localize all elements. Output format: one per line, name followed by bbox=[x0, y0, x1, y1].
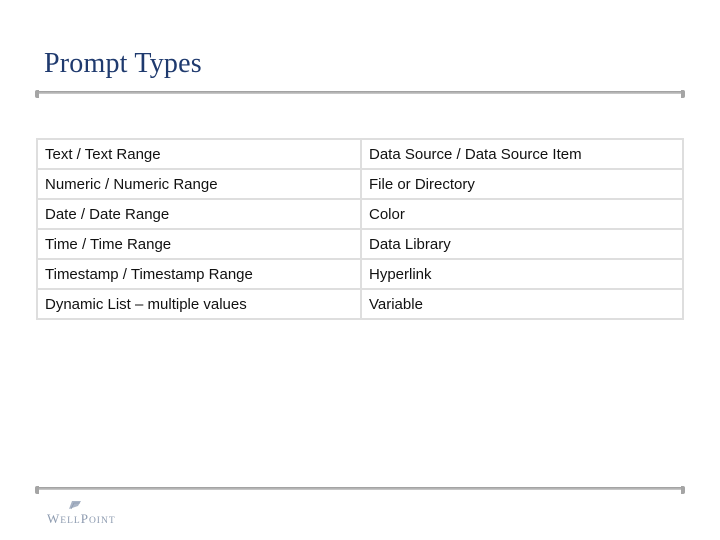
logo-text-p: P bbox=[80, 511, 89, 526]
logo-text-ell: ELL bbox=[60, 516, 81, 526]
table-cell: Timestamp / Timestamp Range bbox=[37, 259, 361, 289]
table-row bbox=[37, 169, 683, 199]
table-cell: Dynamic List – multiple values bbox=[37, 289, 361, 319]
table-cell: File or Directory bbox=[361, 169, 683, 199]
table-row bbox=[37, 139, 683, 169]
table-cell: Numeric / Numeric Range bbox=[37, 169, 361, 199]
table-row bbox=[37, 289, 683, 319]
table-row bbox=[37, 199, 683, 229]
table-cell: Data Library bbox=[361, 229, 683, 259]
title-divider bbox=[35, 90, 685, 95]
table-cell: Variable bbox=[361, 289, 683, 319]
logo-text-w: W bbox=[47, 511, 61, 526]
table-cell: Time / Time Range bbox=[37, 229, 361, 259]
logo-flag-icon bbox=[68, 500, 82, 510]
logo-text-oint: OINT bbox=[88, 516, 116, 526]
table-cell: Color bbox=[361, 199, 683, 229]
table-cell: Text / Text Range bbox=[37, 139, 361, 169]
wellpoint-logo bbox=[47, 511, 116, 527]
table-cell: Data Source / Data Source Item bbox=[361, 139, 683, 169]
slide-title: Prompt Types bbox=[44, 48, 202, 79]
table-cell: Date / Date Range bbox=[37, 199, 361, 229]
table-row bbox=[37, 259, 683, 289]
prompt-types-table bbox=[36, 138, 684, 320]
footer-divider bbox=[35, 486, 685, 491]
table-cell: Hyperlink bbox=[361, 259, 683, 289]
table-row bbox=[37, 229, 683, 259]
